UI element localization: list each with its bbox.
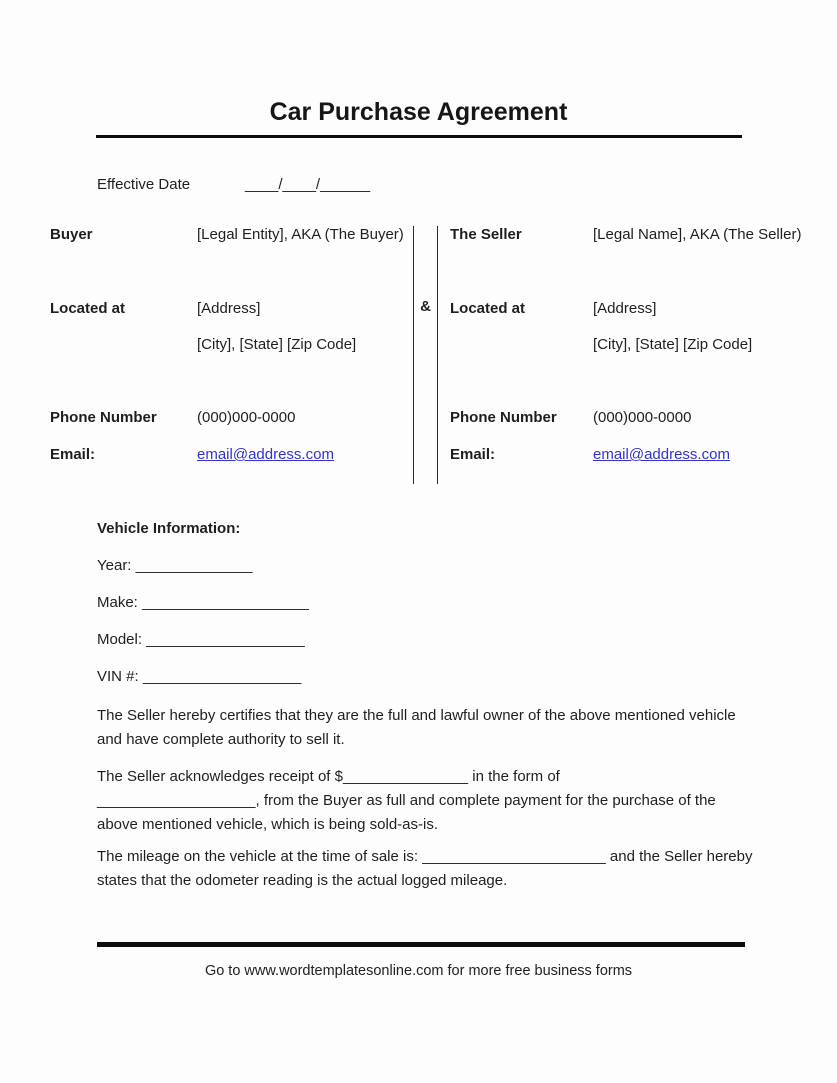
mileage-clause-text-2: and the Seller hereby states that the odometer reading is the actual logged mileage. xyxy=(97,848,753,889)
footer-rule xyxy=(97,942,745,947)
vehicle-information-section xyxy=(97,520,837,686)
seller-block xyxy=(438,226,802,484)
vehicle-model-blank: ___________________ xyxy=(146,631,305,648)
buyer-address-value: [Address] xyxy=(197,300,261,317)
vehicle-year-label: Year: xyxy=(97,557,136,574)
vehicle-year-row xyxy=(97,557,837,575)
mileage-clause xyxy=(97,845,759,893)
payment-clause xyxy=(97,765,759,837)
buyer-email-row xyxy=(50,446,413,464)
buyer-role-label: Buyer xyxy=(50,226,93,243)
title-rule xyxy=(96,135,742,138)
buyer-located-row xyxy=(50,300,413,318)
vehicle-make-row xyxy=(97,594,837,612)
seller-email-label: Email: xyxy=(450,446,496,463)
payment-clause-text-2: in the form of xyxy=(468,768,560,785)
seller-city-label-spacer xyxy=(450,336,593,354)
effective-date-blank: ____/____/______ xyxy=(245,176,371,193)
payment-clause-text-1: The Seller acknowledges receipt of $ xyxy=(97,768,343,785)
buyer-city-label-spacer xyxy=(50,336,197,354)
vehicle-make-label: Make: xyxy=(97,594,143,611)
mileage-clause-text-1: The mileage on the vehicle at the time of sale is: xyxy=(97,848,423,865)
ownership-clause: The Seller hereby certifies that they are the full and lawful owner of the above mentioned vehicle and have complete authority to sell it. xyxy=(97,707,736,748)
seller-role-label: The Seller xyxy=(450,226,522,243)
seller-name-row xyxy=(450,226,802,244)
vehicle-vin-blank: ___________________ xyxy=(142,668,302,685)
buyer-city-row xyxy=(50,336,413,354)
effective-date-row xyxy=(97,176,837,194)
buyer-phone-row xyxy=(50,409,413,427)
buyer-located-label: Located at xyxy=(50,300,126,317)
buyer-name-row xyxy=(50,226,413,244)
payment-amount-blank: _______________ xyxy=(342,768,469,785)
seller-located-row xyxy=(450,300,798,318)
buyer-city-state-zip-value: [City], [State] [Zip Code] xyxy=(197,336,357,353)
parties-section xyxy=(50,226,837,484)
parties-divider xyxy=(413,226,438,484)
seller-city-state-zip-value: [City], [State] [Zip Code] xyxy=(593,336,753,353)
vehicle-vin-row xyxy=(97,668,837,686)
seller-city-row xyxy=(450,336,798,354)
buyer-phone-value: (000)000-0000 xyxy=(197,409,296,426)
seller-email-link[interactable]: email@address.com xyxy=(593,446,730,463)
vehicle-make-blank: ____________________ xyxy=(142,594,309,611)
buyer-phone-label: Phone Number xyxy=(50,409,157,426)
seller-phone-row xyxy=(450,409,798,427)
buyer-email-label: Email: xyxy=(50,446,96,463)
seller-located-label: Located at xyxy=(450,300,526,317)
payment-form-blank: ___________________ xyxy=(97,792,256,809)
seller-email-row xyxy=(450,446,798,464)
payment-clause-text-3: , from the Buyer as full and complete payment for the purchase of the above mentioned vehicle, which is being sold-as-is. xyxy=(97,792,716,833)
seller-phone-value: (000)000-0000 xyxy=(593,409,692,426)
ampersand-separator: & xyxy=(420,298,431,315)
mileage-blank: ______________________ xyxy=(422,848,606,865)
page-title: Car Purchase Agreement xyxy=(269,98,568,126)
vehicle-year-blank: ______________ xyxy=(135,557,253,574)
vehicle-model-row xyxy=(97,631,837,649)
vehicle-information-heading: Vehicle Information: xyxy=(97,520,241,537)
vehicle-model-label: Model: xyxy=(97,631,147,648)
seller-phone-label: Phone Number xyxy=(450,409,557,426)
vehicle-vin-label: VIN #: xyxy=(97,668,143,685)
buyer-block xyxy=(50,226,413,484)
buyer-name-value: [Legal Entity], AKA (The Buyer) xyxy=(197,226,404,243)
buyer-email-link[interactable]: email@address.com xyxy=(197,446,334,463)
seller-address-value: [Address] xyxy=(593,300,657,317)
effective-date-label: Effective Date xyxy=(97,176,191,193)
seller-name-value: [Legal Name], AKA (The Seller) xyxy=(593,226,802,243)
footer-promo-text: Go to www.wordtemplatesonline.com for more free business forms xyxy=(204,963,633,979)
